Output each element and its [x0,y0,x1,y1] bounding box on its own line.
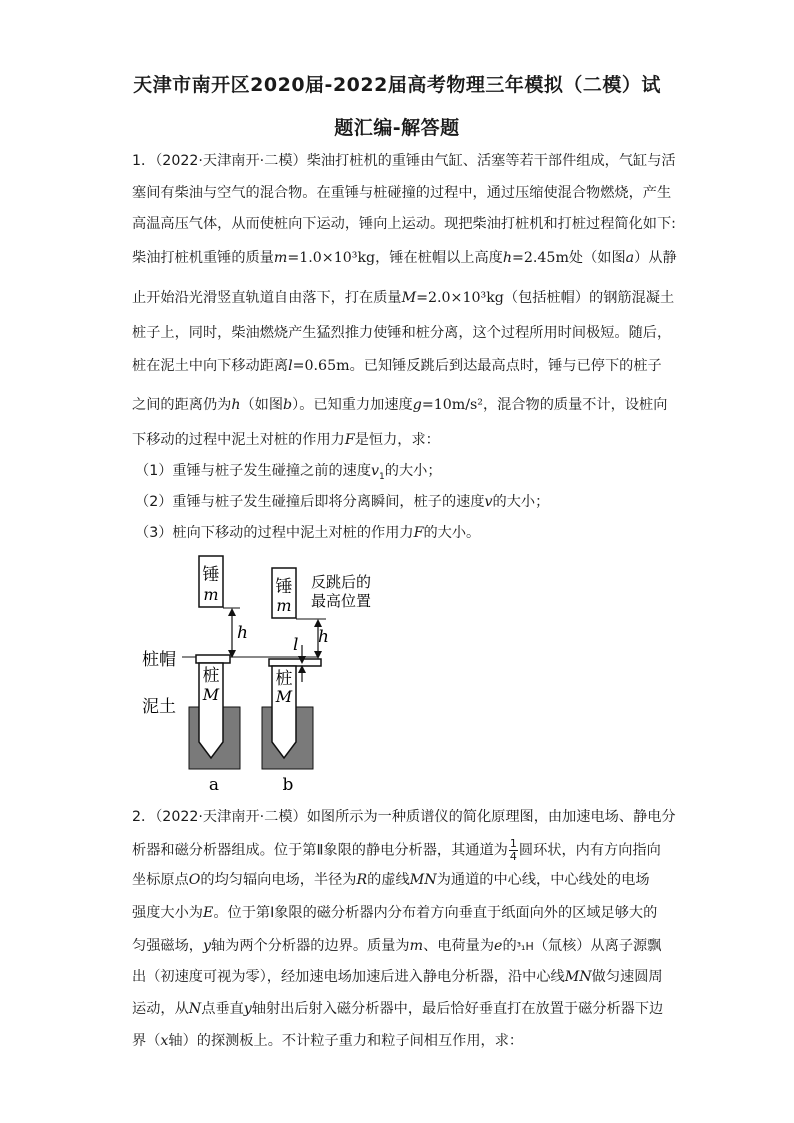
q2-l7-text-a: 运动，从 [132,1001,189,1017]
q1-l8-text-d: ，混合物的质量不计，设桩向 [482,397,668,413]
q2-l5-text-a: 匀强磁场， [132,938,203,954]
q2-var-m: m [409,938,424,954]
q2-l7-text-c: 轴射出后射入磁分析器中，最后恰好垂直打在放置于磁分析器下边 [251,1001,664,1017]
q1-var-v: v [484,494,493,510]
q1-var-g: g [412,397,422,413]
q1-line-4 [132,248,677,268]
q1-var-v1-sub: 1 [379,471,385,482]
q1-line-5 [132,288,674,308]
q1-s1-text-b: 的大小； [384,463,442,479]
q1-var-l: l [288,358,293,374]
q2-l2-text-b: 圆环状，内有方向指向 [518,842,661,859]
hammer-b-char: 锤 [275,577,293,597]
q1-l5-text-a: 止开始沿光滑竖直轨道自由落下，打在质量 [132,290,402,306]
q1-line-7 [132,356,662,376]
h-label-a: h [237,623,248,643]
q1-l5-text-b: （包括桩帽）的钢筋混凝土 [503,290,675,306]
q2-line-6 [132,967,663,987]
q1-height-value: =2.45m [511,250,569,266]
q1-line-1: 1．（2022·天津南开·二模）柴油打桩机的重锤由气缸、活塞等若干部件组成，气缸与活 [132,153,676,169]
q1-l7-text-b: 。已知锤反跳后到达最高点时，锤与已停下的桩子 [349,358,662,374]
pile-b-var: M [275,687,293,706]
q1-subquestion-3 [135,523,480,543]
q1-var-m: m [273,250,288,266]
q1-l4-text-a: 柴油打桩机重锤的质量 [132,250,274,266]
q1-fig-a-ref: a [625,250,635,266]
q1-var-h-2: h [231,397,241,413]
pile-cap-b [269,659,321,666]
q2-l8-text-a: 界（ [132,1033,161,1049]
q2-l5-text-b: 轴为两个分析器的边界。质量为 [210,938,410,954]
q2-l3-text-b: 的均匀辐向电场，半径为 [200,872,357,888]
q2-var-y-2: y [243,1001,252,1017]
q2-l6-text-b: 做匀速圆周 [591,969,663,985]
q1-line-3: 高温高压气体，从而使桩向下运动，锤向上运动。现把柴油打桩机和打桩过程简化如下: [132,216,676,232]
pile-driver-figure [130,550,420,800]
q2-var-MN: MN [409,872,437,888]
h-label-b: h [318,627,329,647]
q2-line-2 [132,838,661,863]
q2-l3-text-c: 的虚线 [367,872,410,888]
pile-b-char: 桩 [275,669,293,689]
q2-l4-text-a: 强度大小为 [132,905,203,921]
q2-line-3 [132,870,650,890]
q2-l5-text-f: （氚核）从离子源飘 [533,938,662,954]
q2-var-y: y [202,938,211,954]
document-title-line-1: 天津市南开区2020届-2022届高考物理三年模拟（二模）试 [133,74,661,96]
q2-frac-num: 1 [509,837,517,850]
q1-mass-value: =1.0×10³kg [287,250,376,266]
q1-l8-text-a: 之间的距离仍为 [132,397,232,413]
q1-s3-text-a: （3）桩向下移动的过程中泥土对桩的作用力 [135,525,414,541]
hammer-a-char: 锤 [202,565,220,585]
q2-var-MN-2: MN [564,969,592,985]
q2-var-x: x [160,1033,169,1049]
pile-a-var: M [202,685,220,704]
q1-var-F-2: F [413,525,424,541]
hammer-a-var: m [203,585,219,604]
q2-l5-text-d: 的 [502,938,517,954]
q1-l4-text-d: ）从静 [634,250,677,266]
q2-line-8 [132,1031,523,1051]
l-label: l [293,635,299,655]
q2-isotope-tritium: ³₁H [516,940,534,953]
rebound-label-line-2: 最高位置 [311,592,372,610]
q2-l3-text-a: 坐标原点 [132,872,189,888]
rebound-label-line-1: 反跳后的 [311,573,372,591]
q1-l7-text-a: 桩在泥土中向下移动距离 [132,358,289,374]
cap-label: 桩帽 [142,650,176,670]
q1-line-2: 塞间有柴油与空气的混合物。在重锤与桩碰撞的过程中，通过压缩使混合物燃烧，产生 [132,185,672,201]
q2-line-5 [132,936,661,957]
q1-pile-mass-value: =2.0×10³kg [416,290,504,306]
q2-line-7 [132,999,663,1019]
q1-l4-text-c: 处（如图 [568,250,626,266]
q1-l8-text-b: （如图 [240,397,284,413]
hammer-b-var: m [276,596,292,615]
pile-a-char: 桩 [202,666,220,686]
q1-distance-value: =0.65m [292,358,350,374]
q1-l9-text-b: 是恒力，求： [354,432,440,448]
q1-var-M: M [401,290,417,306]
q2-l2-text-a: 析器和磁分析器组成。位于第Ⅱ象限的静电分析器，其通道为 [132,842,508,859]
q1-s1-text-a: （1）重锤与桩子发生碰撞之前的速度 [135,463,372,479]
fig-label-b: b [282,775,294,795]
q2-l5-text-c: 、电荷量为 [423,938,495,954]
q2-fraction-quarter [509,838,518,863]
fig-label-a: a [208,775,220,795]
q2-l7-text-b: 点垂直 [201,1001,244,1017]
q2-var-N: N [188,1001,202,1017]
q1-s3-text-b: 的大小。 [423,525,481,541]
q1-l8-text-c: ）。已知重力加速度 [292,397,413,413]
q2-l8-text-b: 轴）的探测板上。不计粒子重力和粒子间相互作用，求： [168,1033,524,1049]
q1-fig-b-ref: b [283,397,293,413]
q2-var-R: R [356,872,368,888]
q1-var-h: h [502,250,512,266]
q2-l6-text-a: 出（初速度可视为零），经加速电场加速后进入静电分析器，沿中心线 [132,969,565,985]
q1-g-value: =10m/s² [421,397,483,413]
q2-var-E: E [202,905,214,921]
q2-var-e: e [494,938,503,954]
q2-l4-text-b: 。位于第Ⅰ象限的磁分析器内分布着方向垂直于纸面向外的区域足够大的 [213,905,658,921]
q2-var-O: O [188,872,201,888]
q1-subquestion-1 [135,461,442,487]
q1-s2-text-b: 的大小； [492,494,550,510]
q2-frac-den: 4 [509,850,517,863]
q2-line-1: 2．（2022·天津南开·二模）如图所示为一种质谱仪的简化原理图，由加速电场、静电分 [132,809,676,825]
q1-line-8 [132,395,667,415]
q2-line-4 [132,903,657,923]
q1-subquestion-2 [135,492,549,512]
q1-line-6: 桩子上，同时，柴油燃烧产生猛烈推力使锤和桩分离，这个过程所用时间极短。随后， [132,325,672,341]
q1-l9-text-a: 下移动的过程中泥土对桩的作用力 [132,432,345,448]
pile-cap-a [196,655,230,663]
q1-line-9 [132,430,440,450]
q1-var-F: F [344,432,355,448]
q1-var-v1: v [371,463,380,479]
document-title-line-2: 题汇编-解答题 [334,117,460,139]
soil-label: 泥土 [142,697,176,717]
q1-l4-text-b: ，锤在桩帽以上高度 [375,250,503,266]
q1-s2-text-a: （2）重锤与桩子发生碰撞后即将分离瞬间，桩子的速度 [135,494,485,510]
q2-l3-text-d: 为通道的中心线，中心线处的电场 [436,872,650,888]
